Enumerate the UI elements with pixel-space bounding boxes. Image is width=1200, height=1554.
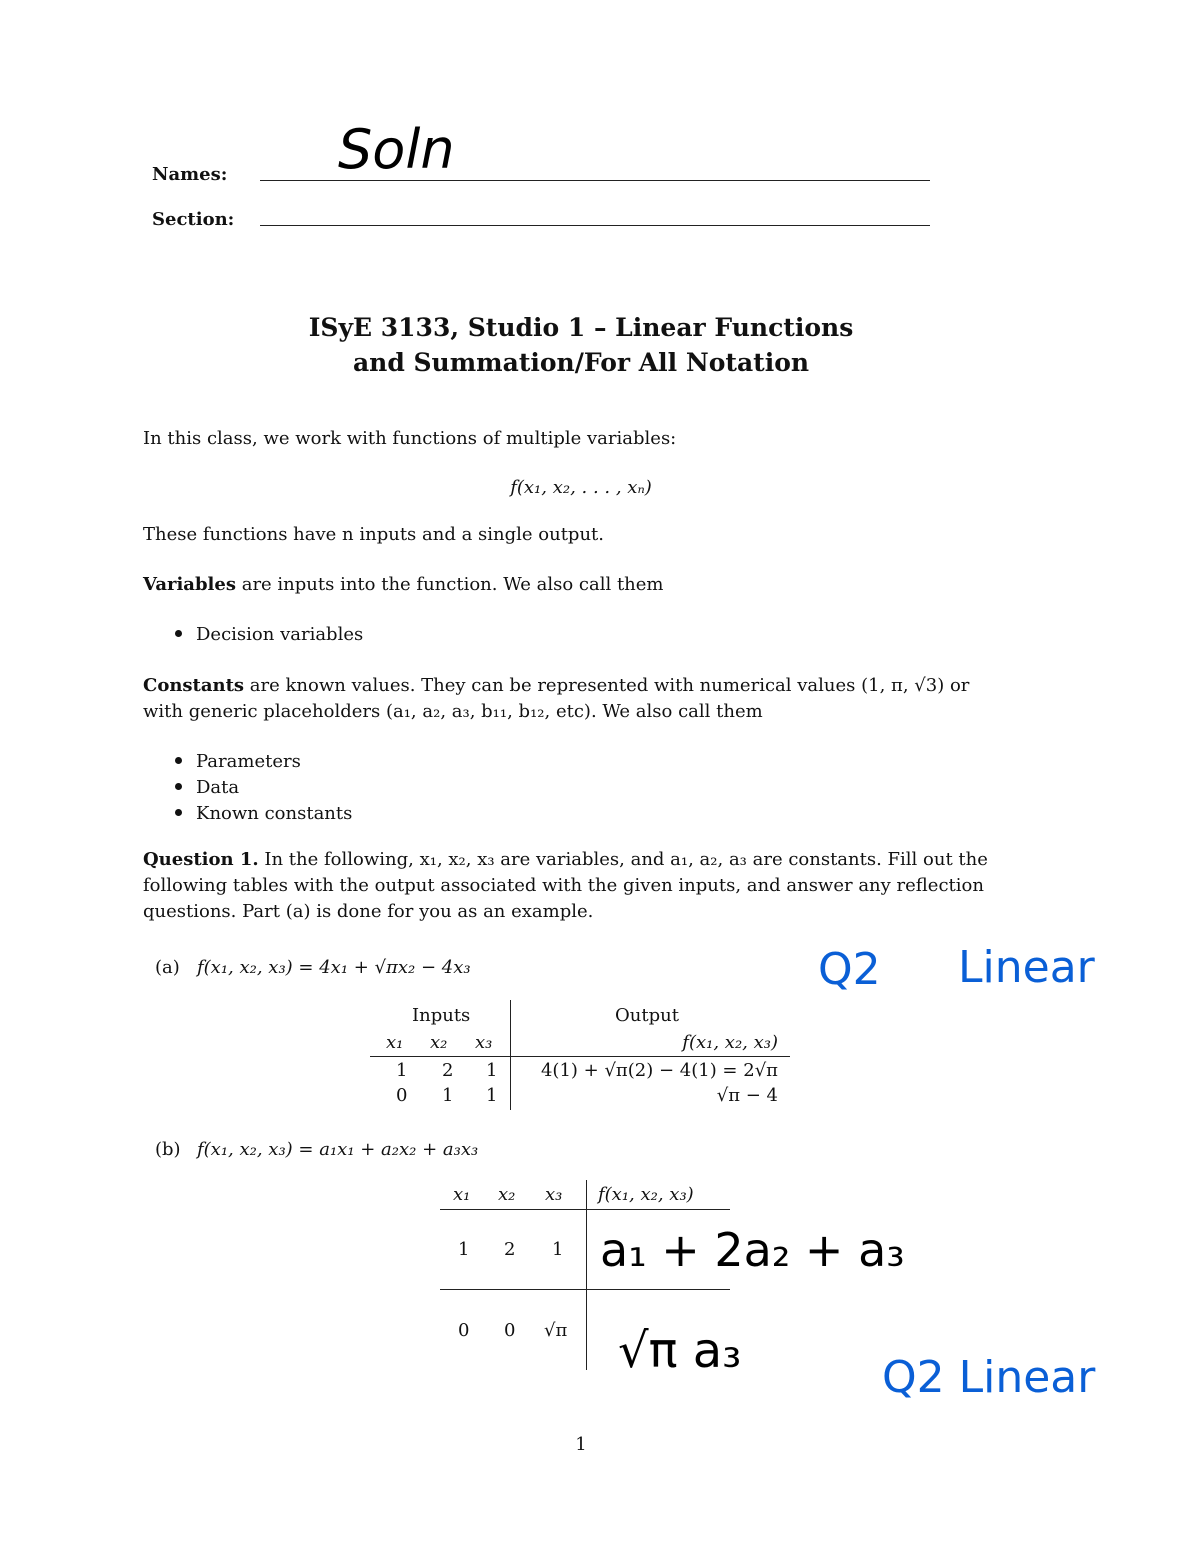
table-b-r1-x2: 2 [504,1239,516,1260]
table-b-col-x3: x₃ [545,1184,563,1205]
annotation-linear-top: Linear [958,942,1095,993]
page-number: 1 [575,1434,587,1455]
bullet-icon [175,630,182,637]
table-a-r2-x3: 1 [486,1085,498,1106]
names-label: Names: [152,164,228,185]
variables-paragraph [143,572,664,598]
annotation-q2-top: Q2 [818,944,881,995]
table-b-r1-x1: 1 [458,1239,470,1260]
table-b-header-rule [440,1209,730,1210]
table-a-col-x3: x₃ [475,1032,493,1053]
bullet-icon [175,783,182,790]
list-item: Parameters [175,749,301,775]
part-b-label: (b) [155,1139,181,1160]
table-b-row-rule [440,1289,730,1290]
variables-term: Variables [143,574,236,595]
table-a-header-rule [370,1056,790,1057]
table-a-col-x2: x₂ [430,1032,448,1053]
table-b-r2-x2: 0 [504,1320,516,1341]
table-a-r1-x2: 2 [442,1060,454,1081]
bullet-icon [175,809,182,816]
list-item: Decision variables [175,622,363,648]
list-item: Known constants [175,801,352,827]
table-a-r1-output: 4(1) + √π(2) − 4(1) = 2√π [540,1060,778,1081]
table-a-r1-x3: 1 [486,1060,498,1081]
constants-paragraph-line-1: Constants are known values. They can be represented with numerical values (1, π, √3) or [143,675,970,696]
table-a-col-x1: x₁ [386,1032,404,1053]
table-a-r1-x1: 1 [396,1060,408,1081]
table-b-r2-x1: 0 [458,1320,470,1341]
table-b-col-x2: x₂ [498,1184,516,1205]
inputs-sentence: These functions have n inputs and a single output. [143,524,605,545]
part-a-label: (a) [155,957,180,978]
bullet-icon [175,757,182,764]
table-a-r2-output: √π − 4 [716,1085,778,1106]
table-b-divider [586,1180,587,1370]
list-item: Data [175,775,239,801]
question-1-line-2: following tables with the output associated with the given inputs, and answer any reflection [143,875,984,896]
table-a-divider [510,1000,511,1110]
intro-formula: f(x₁, x₂, . . . , xₙ) [510,477,652,498]
question-1-label: Question 1. [143,849,259,870]
table-b-r2-x3: √π [544,1320,568,1341]
table-a-output-header: Output [615,1005,679,1026]
table-b-r2-handwritten: √π a₃ [618,1323,742,1379]
table-a-r2-x1: 0 [396,1085,408,1106]
question-1-line-3: questions. Part (a) is done for you as an example. [143,901,594,922]
variables-text: are inputs into the function. We also call them [235,574,664,595]
title-line-1: ISyE 3133, Studio 1 – Linear Functions [308,313,854,342]
table-b-col-x1: x₁ [453,1184,471,1205]
table-b-r1-x3: 1 [552,1239,564,1260]
constants-term: Constants [143,675,245,696]
table-a-inputs-header: Inputs [412,1005,471,1026]
section-label: Section: [152,209,235,230]
part-b-formula: f(x₁, x₂, x₃) = a₁x₁ + a₂x₂ + a₃x₃ [197,1139,479,1160]
table-b-r1-handwritten: a₁ + 2a₂ + a₃ [600,1223,905,1277]
part-a-formula: f(x₁, x₂, x₃) = 4x₁ + √πx₂ − 4x₃ [197,957,471,978]
annotation-q2-linear-bottom: Q2 Linear [882,1352,1096,1403]
table-a-col-output: f(x₁, x₂, x₃) [682,1032,778,1053]
section-underline [260,225,930,226]
question-1-line-1: Question 1. In the following, x₁, x₂, x₃ are variables, and a₁, a₂, a₃ are constants. Fill out the [143,849,988,870]
names-handwritten: Soln [338,118,455,181]
title-line-2: and Summation/For All Notation [352,348,810,377]
table-a-r2-x2: 1 [442,1085,454,1106]
constants-paragraph-line-2: with generic placeholders (a₁, a₂, a₃, b₁₁, b₁₂, etc). We also call them [143,701,763,722]
page-title [0,310,1162,380]
intro-paragraph: In this class, we work with functions of multiple variables: [143,428,677,449]
table-b-col-output: f(x₁, x₂, x₃) [598,1184,694,1205]
